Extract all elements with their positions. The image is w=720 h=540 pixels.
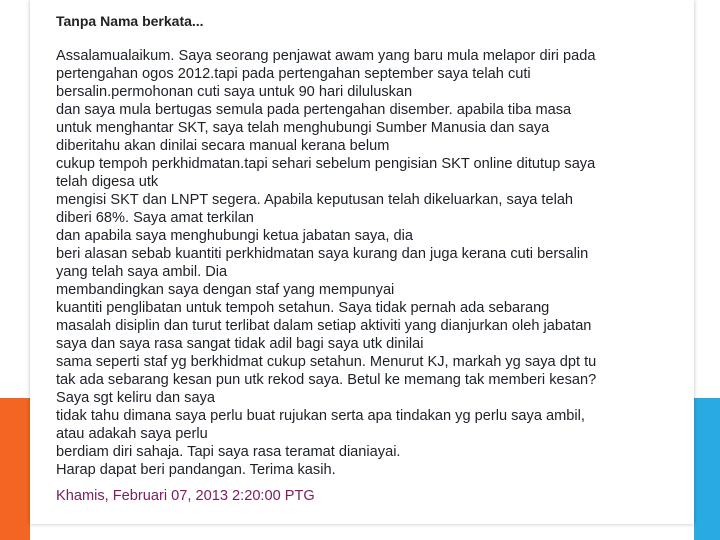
- right-accent-block: [694, 398, 720, 540]
- comment-line: mengisi SKT dan LNPT segera. Apabila keputusan telah dikeluarkan, saya telah: [56, 192, 574, 208]
- comment-line: Saya sgt keliru dan saya: [56, 390, 215, 406]
- comment-line: dan apabila saya menghubungi ketua jabatan saya, dia: [56, 228, 414, 244]
- comment-line: dan saya mula bertugas semula pada pertengahan disember. apabila tiba masa: [56, 102, 572, 118]
- comment-line: pertengahan ogos 2012.tapi pada pertengahan september saya telah cuti: [56, 66, 531, 82]
- comment-line: Assalamualaikum. Saya seorang penjawat awam yang baru mula melapor diri pada: [56, 48, 596, 64]
- comment-line: membandingkan saya dengan staf yang mempunyai: [56, 282, 395, 298]
- comment-line: bersalin.permohonan cuti saya untuk 90 hari diluluskan: [56, 84, 413, 100]
- comment-line: cukup tempoh perkhidmatan.tapi sehari sebelum pengisian SKT online ditutup saya: [56, 156, 596, 172]
- comment-line: diberitahu akan dinilai secara manual kerana belum: [56, 138, 390, 154]
- comment-line: berdiam diri sahaja. Tapi saya rasa teramat dianiayai.: [56, 444, 401, 460]
- comment-line: kuantiti penglibatan untuk tempoh setahun. Saya tidak pernah ada sebarang: [56, 300, 550, 316]
- comment-body: [56, 47, 686, 479]
- comment-line: telah digesa utk: [56, 174, 159, 190]
- comment-line: tidak tahu dimana saya perlu buat rujukan serta apa tindakan yg perlu saya ambil,: [56, 408, 585, 424]
- left-accent-block: [0, 398, 30, 540]
- comment-line: Harap dapat beri pandangan. Terima kasih.: [56, 462, 336, 478]
- comment-timestamp[interactable]: Khamis, Februari 07, 2013 2:20:00 PTG: [56, 488, 315, 504]
- comment-line: sama seperti staf yg berkhidmat cukup setahun. Menurut KJ, markah yg saya dpt tu: [56, 354, 597, 370]
- comment-line: beri alasan sebab kuantiti perkhidmatan saya kurang dan juga kerana cuti bersalin: [56, 246, 589, 262]
- comment-post: [56, 8, 686, 505]
- comment-author: Tanpa Nama berkata...: [56, 13, 204, 29]
- comment-line: untuk menghantar SKT, saya telah menghubungi Sumber Manusia dan saya: [56, 120, 550, 136]
- comment-line: yang telah saya ambil. Dia: [56, 264, 228, 280]
- comment-card: [30, 0, 694, 524]
- comment-line: masalah disiplin dan turut terlibat dalam setiap aktiviti yang dianjurkan oleh jabatan: [56, 318, 592, 334]
- comment-line: saya dan saya rasa sangat tidak adil bagi saya utk dinilai: [56, 336, 424, 352]
- comment-line: atau adakah saya perlu: [56, 426, 208, 442]
- comment-line: diberi 68%. Saya amat terkilan: [56, 210, 254, 226]
- comment-line: tak ada sebarang kesan pun utk rekod saya. Betul ke memang tak memberi kesan?: [56, 372, 597, 388]
